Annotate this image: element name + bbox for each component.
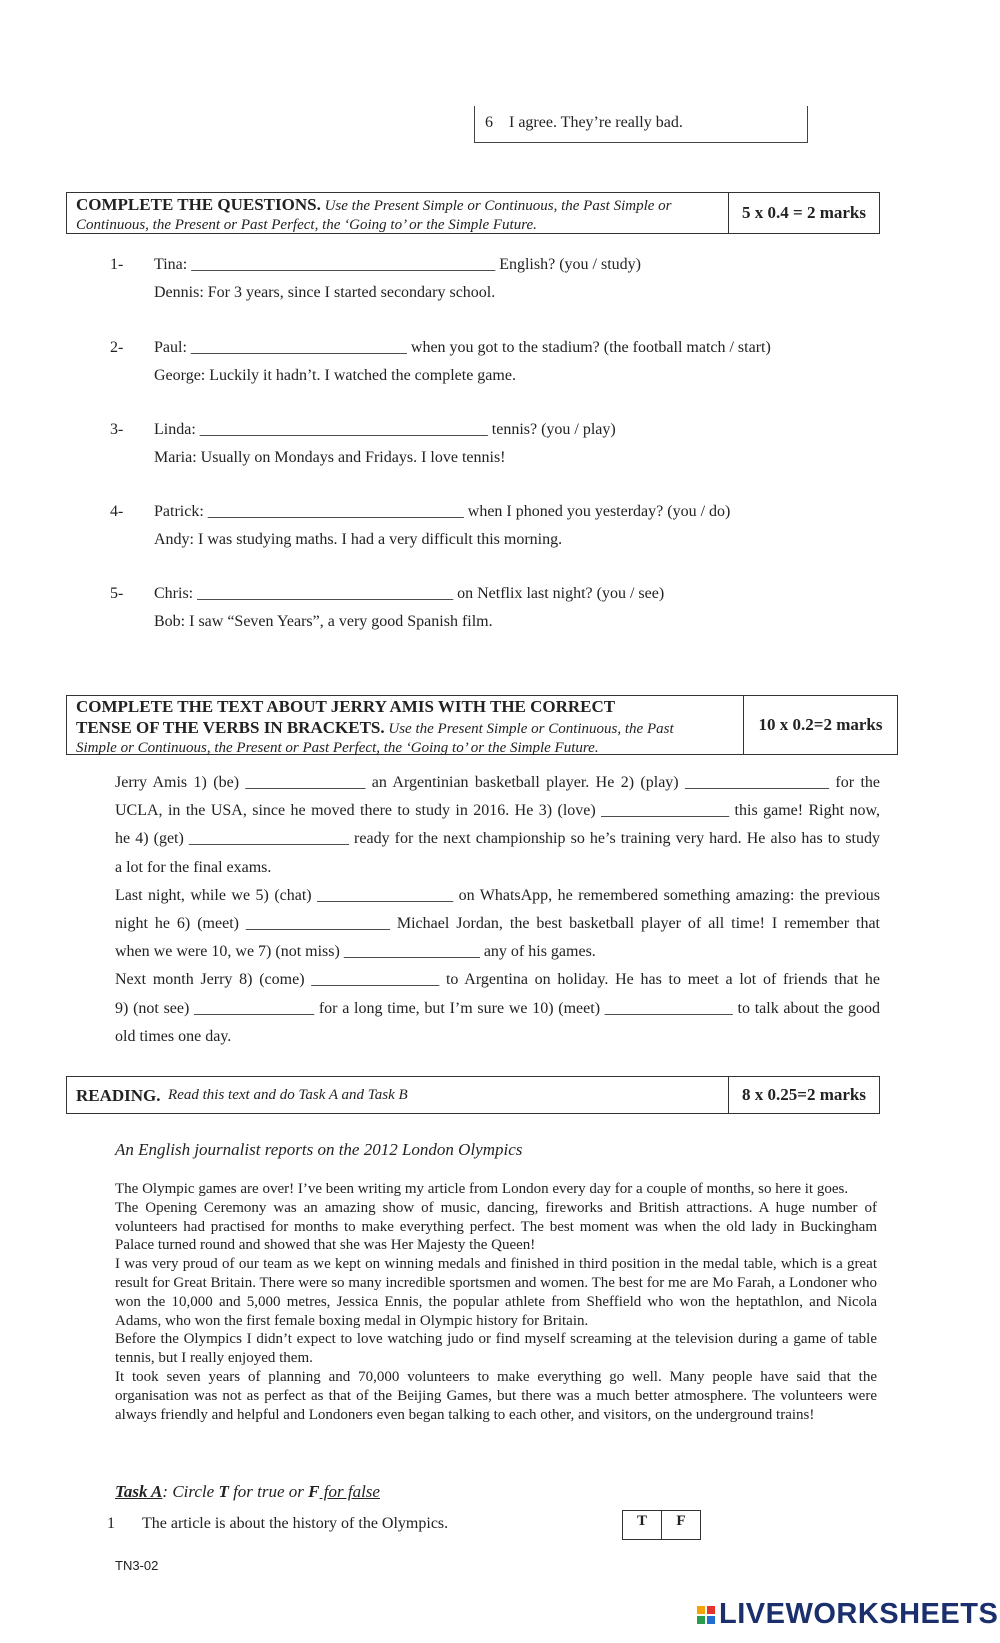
- question-number: 5-: [110, 585, 124, 602]
- section-header-left: [67, 696, 744, 754]
- section-header-left: [67, 193, 729, 233]
- text-line: Last night, while we 5) (chat) _________________ on WhatsApp, he remembered something amazing: the previous: [115, 886, 880, 904]
- task-a-text-1: : Circle: [162, 1482, 219, 1501]
- task-a-text-3: for false: [319, 1482, 380, 1501]
- section-title: READING.: [76, 1085, 161, 1105]
- section-instruction-a: Use the Present Simple or Continuous, the Past: [388, 721, 674, 737]
- section-title-line2: TENSE OF THE VERBS IN BRACKETS.: [76, 718, 385, 737]
- reading-text: [115, 1180, 877, 1424]
- text-line: he 4) (get) ____________________ ready for the next championship so he’s training very hard. He also has to study: [115, 830, 880, 848]
- section-marks: 8 x 0.25=2 marks: [742, 1085, 866, 1104]
- question-text: Tina: ______________________________________ English? (you / study): [154, 256, 641, 273]
- section-title: COMPLETE THE QUESTIONS.: [76, 195, 321, 214]
- section-title-line1: COMPLETE THE TEXT ABOUT JERRY AMIS WITH THE CORRECT: [76, 697, 616, 716]
- section-marks: 5 x 0.4 = 2 marks: [742, 203, 866, 222]
- task-a-text-2: for true or: [228, 1482, 309, 1501]
- answer-text: I agree. They’re really bad.: [509, 114, 683, 131]
- answer-text: Maria: Usually on Mondays and Fridays. I love tennis!: [154, 449, 506, 466]
- text-line: night he 6) (meet) __________________ Michael Jordan, the best basketball player of all time! I remember that: [115, 914, 880, 932]
- text-line: 9) (not see) _______________ for a long time, but I’m sure we 10) (meet) ________________ to talk about the good: [115, 999, 880, 1017]
- task-item-number: 1: [107, 1515, 115, 1532]
- section-header-reading: [66, 1076, 880, 1114]
- question-text: Linda: ____________________________________ tennis? (you / play): [154, 421, 616, 438]
- false-option[interactable]: F: [676, 1513, 686, 1529]
- question-text: Paul: ___________________________ when you got to the stadium? (the football match / start): [154, 339, 771, 356]
- reading-paragraph: I was very proud of our team as we kept on winning medals and finished in third position in the medal table, which is a great result for Great Britain. There were so many incredible sportsmen and women. The best for me are Mo Farah, a Londoner who won the 10,000 and 5,000 metres, Jessica Ennis, the popular athlete from Sheffield who won the heptathlon, and Nicola Adams, who won the first female boxing medal in Olympic history for Britain.: [115, 1256, 877, 1329]
- text-line: Jerry Amis 1) (be) _______________ an Argentinian basketball player. He 2) (play) __________________ for the: [115, 774, 880, 791]
- answer-text: Dennis: For 3 years, since I started secondary school.: [154, 284, 496, 301]
- reading-paragraph: The Olympic games are over! I’ve been writing my article from London every day for a couple of months, so here it goes.: [115, 1181, 849, 1197]
- reading-paragraph: The Opening Ceremony was an amazing show of music, dancing, fireworks and British attractions. A huge number of volunteers had practised for months to make everything perfect. The best moment was when the old lady in Buckingham Palace turned round and showed that she was Her Majesty the Queen!: [115, 1199, 877, 1254]
- logo-text: LIVEWORKSHEETS: [719, 1598, 999, 1630]
- task-a-label: Task A: [115, 1482, 163, 1501]
- task-a-f: F: [308, 1482, 320, 1501]
- text-line: when we were 10, we 7) (not miss) _________________ any of his games.: [115, 943, 596, 961]
- true-option[interactable]: T: [623, 1511, 662, 1539]
- task-item-text: The article is about the history of the Olympics.: [142, 1515, 449, 1532]
- answer-number: 6: [485, 114, 493, 131]
- reading-paragraph: It took seven years of planning and 70,000 volunteers to make everything go well. Many people have said that the organisation was not as perfect as that of the Beijing Games, but there was a much better atmosphere. The volunteers were always friendly and helpful and Londoners even began talking to each other, and visitors, on the underground trains!: [115, 1368, 877, 1423]
- text-line: UCLA, in the USA, since he moved there to study in 2016. He 3) (love) ________________ this game! Right now,: [115, 802, 880, 820]
- reading-paragraph: Before the Olympics I didn’t expect to love watching judo or find myself screaming at the television during a game of table tennis, but I really enjoyed them.: [115, 1331, 877, 1367]
- question-number: 3-: [110, 421, 124, 438]
- question-text: Chris: ________________________________ on Netflix last night? (you / see): [154, 585, 665, 602]
- section-marks: 10 x 0.2=2 marks: [758, 715, 883, 734]
- question-number: 2-: [110, 339, 124, 356]
- section-instruction: Read this text and do Task A and Task B: [168, 1086, 408, 1103]
- answer-text: George: Luckily it hadn’t. I watched the complete game.: [154, 367, 516, 384]
- section-instruction-b: Simple or Continuous, the Present or Past Perfect, the ‘Going to’ or the Simple Future.: [76, 740, 599, 756]
- text-line: a lot for the final exams.: [115, 858, 272, 876]
- task-a-heading: [115, 1482, 380, 1502]
- logo-square: [697, 1606, 705, 1614]
- text-line: Next month Jerry 8) (come) ________________ to Argentina on holiday. He has to meet a lot of friends that he: [115, 971, 880, 989]
- logo-square: [697, 1616, 705, 1624]
- answer-text: Andy: I was studying maths. I had a very difficult this morning.: [154, 531, 563, 548]
- question-text: Patrick: ________________________________ when I phoned you yesterday? (you / do): [154, 503, 731, 520]
- logo-square: [707, 1616, 715, 1624]
- previous-answer-box: [474, 106, 808, 143]
- section-header-jerry: [66, 695, 898, 755]
- logo-square: [707, 1606, 715, 1614]
- question-number: 4-: [110, 503, 124, 520]
- task-a-t: T: [218, 1482, 229, 1501]
- section-header-left: [67, 1077, 729, 1113]
- section-instruction: Use the Present Simple or Continuous, the Past Simple or Continuous, the Present or Past Perfect, the ‘Going to’ or the Simple Future.: [76, 198, 672, 233]
- answer-text: Bob: I saw “Seven Years”, a very good Spanish film.: [154, 613, 493, 630]
- jerry-text: [115, 769, 880, 1051]
- footer-code: TN3-02: [115, 1558, 159, 1573]
- logo-mark-icon: [697, 1606, 715, 1624]
- reading-title: An English journalist reports on the 2012 London Olympics: [115, 1140, 523, 1159]
- liveworksheets-logo: [697, 1598, 998, 1631]
- question-number: 1-: [110, 256, 124, 273]
- section-header-questions: [66, 192, 880, 234]
- true-false-box: [622, 1510, 701, 1540]
- text-line: old times one day.: [115, 1027, 232, 1045]
